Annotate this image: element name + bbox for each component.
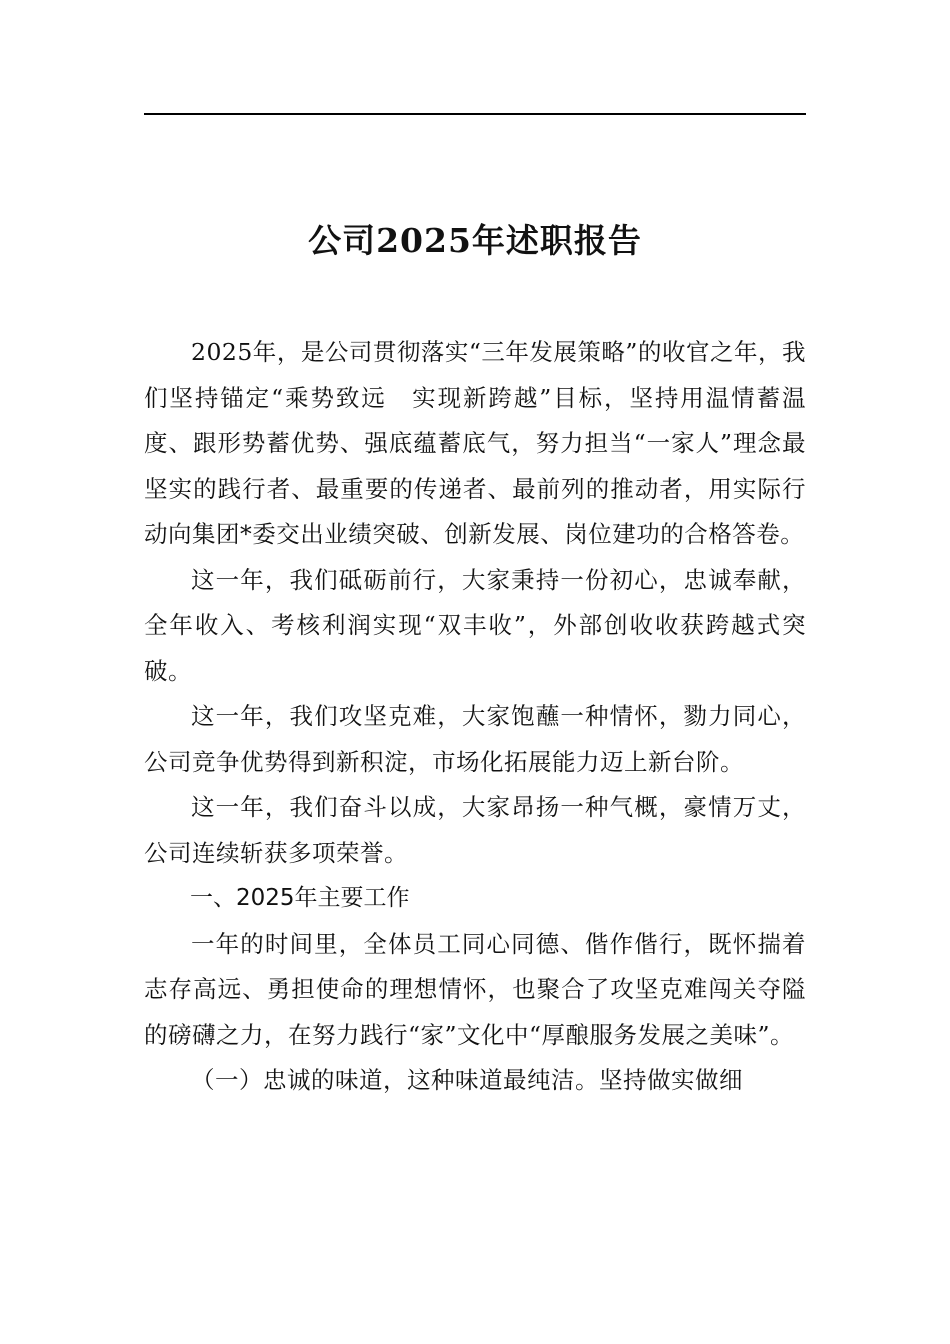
header-rule xyxy=(144,113,806,115)
subsection-heading: （一）忠诚的味道，这种味道最纯洁。坚持做实做细 xyxy=(191,1066,743,1094)
document-title: 公司2025年述职报告 xyxy=(308,221,642,261)
intro-paragraph: 2025年，是公司贯彻落实“三年发展策略”的收官之年，我们坚持锚定“乘势致远 实现新跨越”目标，坚持用温情蓄温度、跟形势蓄优势、强底蕴蓄底气，努力担当“一家人”理念最坚实的践行者、最重要的传递者、最前列的推动者，用实际行动向集团*委交出业绩突破、创新发展、岗位建功的合格答卷。 xyxy=(144,338,806,548)
paragraph-achievements: 这一年，我们奋斗以成，大家昂扬一种气概，豪情万丈，公司连续斩获多项荣誉。 xyxy=(144,793,806,867)
document-body xyxy=(144,330,806,1104)
paragraph-forging-ahead: 这一年，我们砥砺前行，大家秉持一份初心，忠诚奉献，全年收入、考核利润实现“双丰收”，外部创收收获跨越式突破。 xyxy=(144,565,806,685)
section-paragraph: 一年的时间里，全体员工同心同德、偕作偕行，既怀揣着志存高远、勇担使命的理想情怀，也聚合了攻坚克难闯关夺隘的磅礴之力，在努力践行“家”文化中“厚酿服务发展之美味”。 xyxy=(144,929,806,1049)
section-heading: 一、2025年主要工作 xyxy=(190,885,410,911)
paragraph-overcoming-difficulties: 这一年，我们攻坚克难，大家饱蘸一种情怀，勠力同心，公司竞争优势得到新积淀，市场化拓展能力迈上新台阶。 xyxy=(144,702,806,776)
